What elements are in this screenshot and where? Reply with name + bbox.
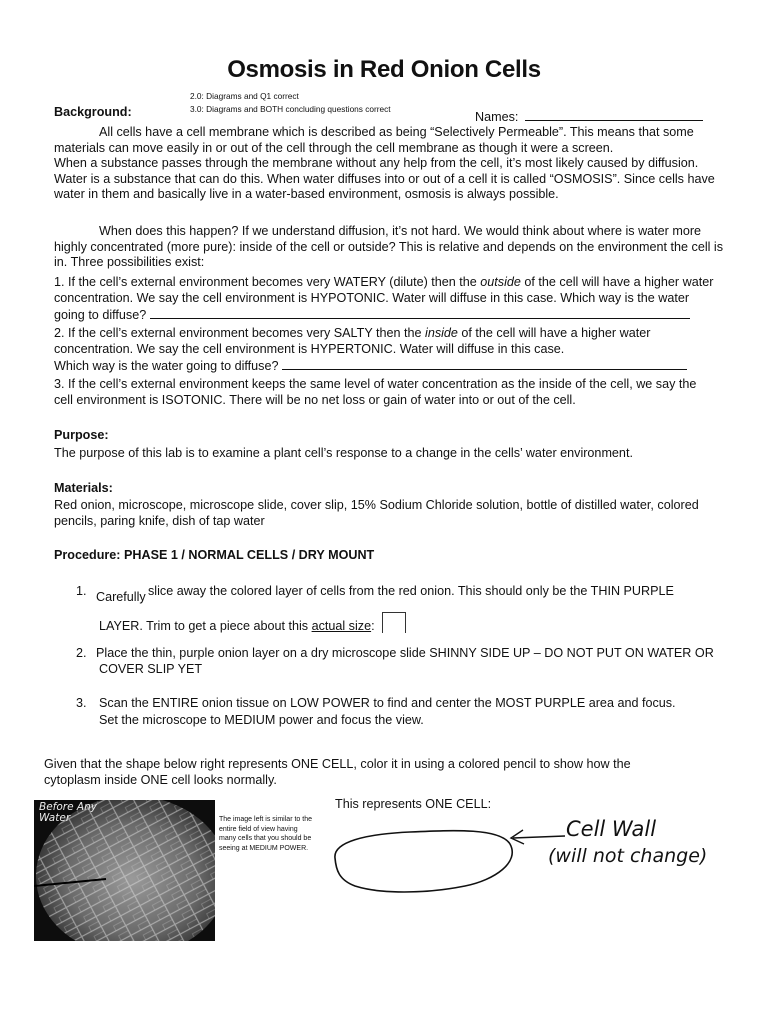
cell-outline-drawing[interactable] [325,820,565,900]
step-2-text-b: COVER SLIP YET [99,662,203,676]
step-1-text-b: slice away the colored layer of cells from the red onion. This should only be the THIN PURPLE [148,584,674,598]
possibility-isotonic [54,377,718,408]
underlined-text: actual size [311,619,372,633]
micrograph-caption [219,815,312,853]
question-text: Which way is the water going to diffuse? [54,359,279,373]
materials-heading: Materials: [54,481,113,495]
text-line: When a substance passes through the membrane without any help from the cell, it’s most likely caused by diffusion. [54,156,699,170]
possibilities-intro [54,224,724,271]
text-line: pencils, paring knife, dish of tap water [54,513,265,528]
step-3-text-b: Set the microscope to MEDIUM power and focus the view. [99,713,424,727]
text-line [54,275,718,291]
purpose-text: The purpose of this lab is to examine a plant cell’s response to a change in the cells’ water environment. [54,446,633,460]
emphasis: outside [480,275,521,289]
text-line: Given that the shape below right represents ONE CELL, color it in using a colored pencil to show how the [44,757,631,771]
step-1-text-c [99,612,406,635]
text-line [54,357,718,375]
text-line: 3. If the cell’s external environment keeps the same level of water concentration as the inside of the cell, we say the [54,377,697,391]
text-span: of the cell will have a higher water [457,326,651,340]
background-heading: Background: [54,105,132,119]
text-line: All cells have a cell membrane which is described as being “Selectively Permeable”. This means that some [99,125,694,139]
text-line: in. Three possibilities exist: [54,255,205,269]
answer-blank-2[interactable] [282,357,687,370]
text-span: : [371,619,375,633]
text-line: When does this happen? If we understand diffusion, it’s not hard. We would think about where is water more [99,224,702,238]
text-span: 1. If the cell’s external environment becomes very WATERY (dilute) then the [54,275,481,289]
micro-label [39,802,97,824]
text-line: cell environment is ISOTONIC. There will be no net loss or gain of water into or out of the cell. [54,392,576,407]
cell-wall-shape[interactable] [335,831,512,892]
text-line: Water [39,812,71,824]
text-line: seeing at MEDIUM POWER. [219,844,309,852]
purpose-heading: Purpose: [54,428,109,442]
possibility-hypotonic [54,275,718,324]
text-line: concentration. We say the cell environment is HYPERTONIC. Water will diffuse in this case. [54,341,565,356]
text-line [54,326,718,342]
answer-blank-1[interactable] [150,306,690,319]
step-3-text-a: Scan the ENTIRE onion tissue on LOW POWER to find and center the MOST PURPLE area and focus. [99,696,676,710]
text-line: water in them and basically live in a water-based environment, osmosis is always possible. [54,187,559,201]
page-title: Osmosis in Red Onion Cells [227,56,541,83]
names-blank[interactable] [525,108,703,121]
arrow-line [513,836,565,838]
text-line: Water is a substance that can do this. When water diffuses into or out of a cell it is called “OSMOSIS”. Since cells have [54,171,715,186]
text-line: entire field of view having [219,825,298,833]
microscope-image [34,800,215,941]
step-2-number: 2. [76,646,87,660]
grading-rubric [190,90,391,116]
text-line: concentration. We say the cell environment is HYPOTONIC. Water will diffuse in this case. Which way is the water [54,290,690,305]
step-2-text-a: Place the thin, purple onion layer on a dry microscope slide SHINNY SIDE UP – DO NOT PUT ON WATER OR [96,646,714,660]
names-field[interactable] [475,108,703,126]
background-paragraph [54,125,718,203]
text-line: highly concentrated (more pure): inside of the cell or outside? This is relative and depends on the environment the cell is [54,239,724,254]
materials-text [54,498,718,529]
handwritten-label-cell-wall: Cell Wall [566,817,657,841]
text-line: many cells that you should be [219,835,312,842]
text-span: LAYER. Trim to get a piece about this [99,619,312,633]
text-line: Before Any [39,801,97,813]
size-sample-box [382,612,406,633]
one-cell-label: This represents ONE CELL: [335,797,492,811]
names-label: Names: [475,110,519,124]
text-line: Red onion, microscope, microscope slide, cover slip, 15% Sodium Chloride solution, bottle of distilled water, colored [54,498,699,512]
handwritten-label-note: (will not change) [548,845,708,867]
rubric-line: 3.0: Diagrams and BOTH concluding questions correct [190,104,391,114]
given-instructions [44,757,631,788]
question-text: going to diffuse? [54,308,147,322]
step-1-text-a: Carefully [96,590,146,604]
emphasis: inside [425,326,458,340]
text-line: materials can move easily in or out of the cell through the cell membrane as though it were a screen. [54,140,614,155]
text-line [54,306,718,324]
text-line: The image left is similar to the [219,816,312,823]
possibility-hypertonic [54,326,718,375]
text-line: cytoplasm inside ONE cell looks normally. [44,772,277,787]
step-3-number: 3. [76,696,87,710]
text-span: of the cell will have a higher water [520,275,714,289]
rubric-line: 2.0: Diagrams and Q1 correct [190,91,299,101]
step-1-number: 1. [76,584,87,598]
procedure-heading: Procedure: PHASE 1 / NORMAL CELLS / DRY MOUNT [54,548,375,562]
text-span: 2. If the cell’s external environment becomes very SALTY then the [54,326,426,340]
